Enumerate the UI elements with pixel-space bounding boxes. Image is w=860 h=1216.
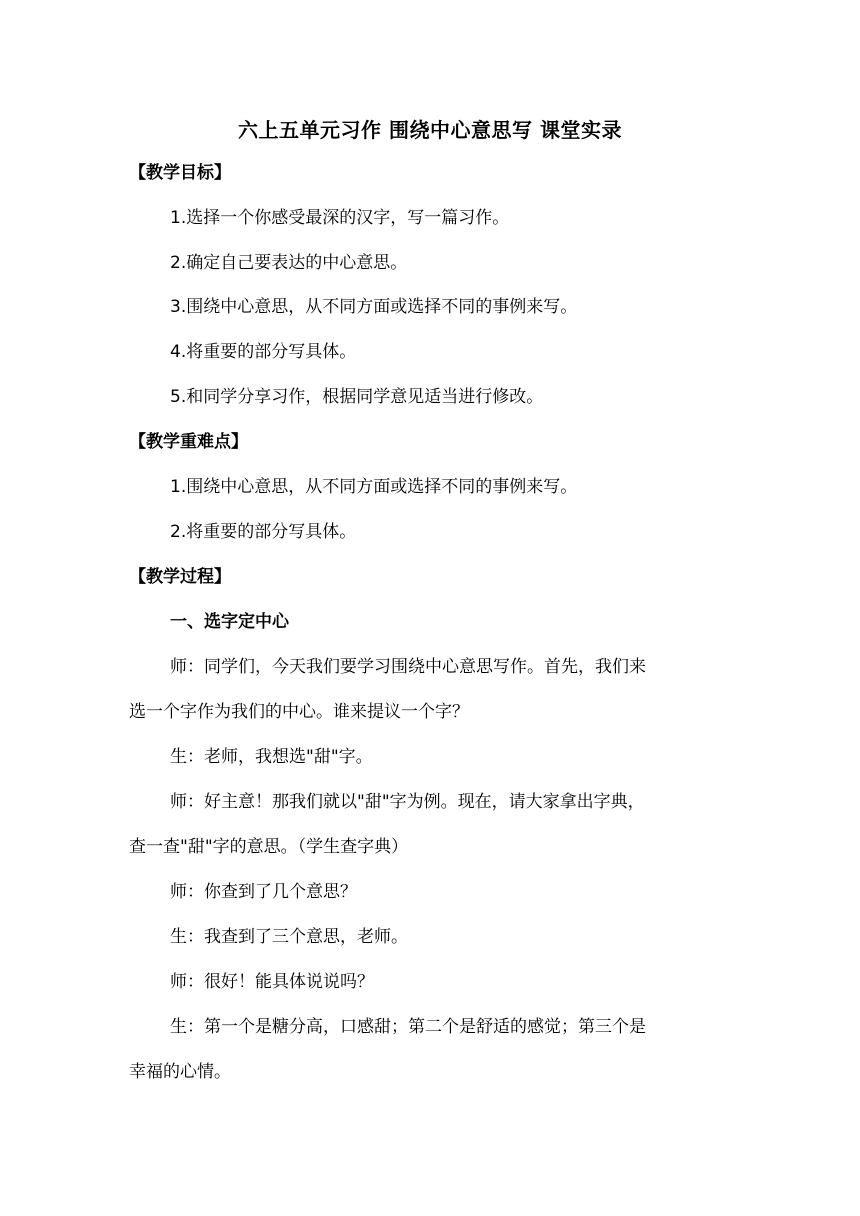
- document-title: 六上五单元习作 围绕中心意思写 课堂实录: [238, 118, 622, 142]
- dialogue-line: 生：老师，我想选"甜"字。: [170, 747, 373, 767]
- dialogue-line: 生：我查到了三个意思，老师。: [170, 927, 408, 947]
- objective-item: 5.和同学分享习作，根据同学意见适当进行修改。: [170, 387, 544, 407]
- dialogue-line-continued: 查一查"甜"字的意思。（学生查字典）: [129, 837, 409, 857]
- key-point-item: 2.将重要的部分写具体。: [170, 522, 357, 542]
- objective-item: 2.确定自己要表达的中心意思。: [170, 253, 408, 273]
- dialogue-line: 师：你查到了几个意思？: [170, 882, 357, 902]
- subheading-step-one: 一、选字定中心: [170, 612, 289, 632]
- dialogue-line-continued: 幸福的心情。: [129, 1062, 231, 1082]
- objective-item: 4.将重要的部分写具体。: [170, 342, 357, 362]
- objective-item: 1.选择一个你感受最深的汉字，写一篇习作。: [170, 208, 510, 228]
- section-heading-objectives: 【教学目标】: [129, 163, 231, 183]
- section-heading-key-points: 【教学重难点】: [129, 432, 248, 452]
- dialogue-line: 师：同学们，今天我们要学习围绕中心意思写作。首先，我们来: [170, 657, 646, 677]
- key-point-item: 1.围绕中心意思，从不同方面或选择不同的事例来写。: [170, 477, 578, 497]
- dialogue-line: 师：好主意！那我们就以"甜"字为例。现在，请大家拿出字典，: [170, 792, 645, 812]
- section-heading-process: 【教学过程】: [129, 567, 231, 587]
- dialogue-line: 师：很好！能具体说说吗？: [170, 972, 374, 992]
- dialogue-line-continued: 选一个字作为我们的中心。谁来提议一个字？: [129, 702, 469, 722]
- dialogue-line: 生：第一个是糖分高，口感甜；第二个是舒适的感觉；第三个是: [170, 1017, 646, 1037]
- objective-item: 3.围绕中心意思，从不同方面或选择不同的事例来写。: [170, 297, 578, 317]
